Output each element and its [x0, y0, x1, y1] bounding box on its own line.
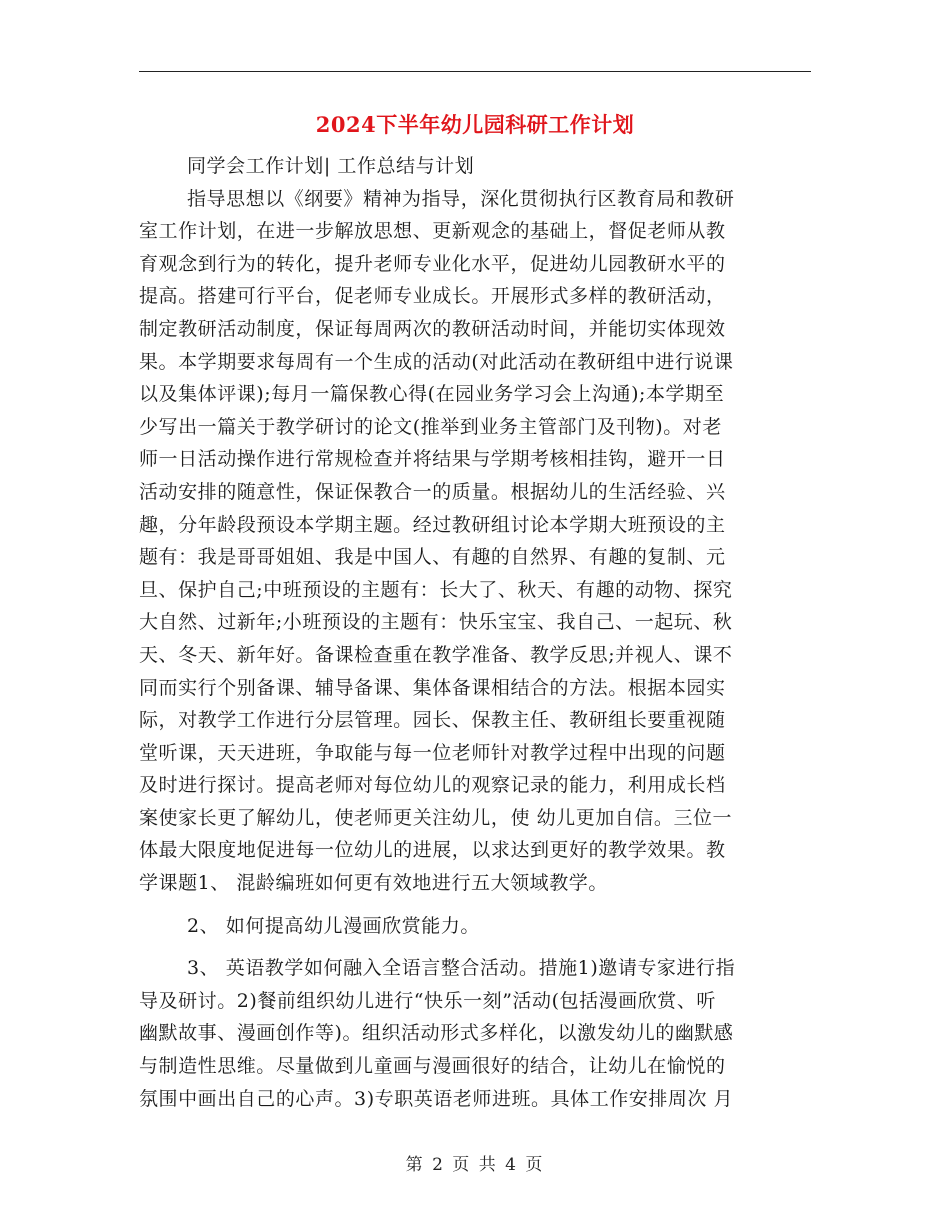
- text-line: 学课题1、 混龄编班如何更有效地进行五大领域教学。: [139, 872, 608, 895]
- paragraph-gap: [139, 900, 811, 910]
- text-line: 际，对教学工作进行分层管理。园长、保教主任、教研组长要重视随: [139, 709, 726, 732]
- text-line: 旦、保护自己;中班预设的主题有：长大了、秋天、有趣的动物、探究: [139, 578, 733, 601]
- text-line: 师一日活动操作进行常规检查并将结果与学期考核相挂钩，避开一日: [139, 448, 726, 471]
- text-line: 3、 英语教学如何融入全语言整合活动。措施1)邀请专家进行指: [187, 957, 736, 980]
- text-line: 同学会工作计划| 工作总结与计划: [187, 155, 475, 177]
- text-line: 提高。搭建可行平台，促老师专业成长。开展形式多样的教研活动，: [139, 285, 726, 308]
- page-number: 第 2 页 共 4 页: [405, 1155, 545, 1175]
- text-line: 2、 如何提高幼儿漫画欣赏能力。: [187, 914, 480, 937]
- header-rule: [139, 71, 811, 72]
- text-line: 氛围中画出自己的心声。3)专职英语老师进班。具体工作安排周次 月: [139, 1087, 734, 1110]
- text-line: 果。本学期要求每周有一个生成的活动(对此活动在教研组中进行说课: [139, 350, 734, 373]
- text-line: 案使家长更了解幼儿，使老师更关注幼儿，使 幼儿更加自信。三位一: [139, 806, 733, 829]
- text-line: 体最大限度地促进每一位幼儿的进展，以求达到更好的教学效果。教: [139, 839, 726, 862]
- text-line: 导及研讨。2)餐前组织幼儿进行“快乐一刻”活动(包括漫画欣赏、听: [139, 989, 716, 1012]
- text-line: 题有：我是哥哥姐姐、我是中国人、有趣的自然界、有趣的复制、元: [139, 546, 726, 569]
- text-line: 及时进行探讨。提高老师对每位幼儿的观察记录的能力，利用成长档: [139, 774, 726, 797]
- text-line: 同而实行个别备课、辅导备课、集体备课相结合的方法。根据本园实: [139, 676, 726, 699]
- text-line: 天、冬天、新年好。备课检查重在教学准备、教学反思;并视人、课不: [139, 643, 733, 666]
- text-line: 大自然、过新年;小班预设的主题有：快乐宝宝、我自己、一起玩、秋: [139, 611, 733, 634]
- text-line: 堂听课，天天进班，争取能与每一位老师针对教学过程中出现的问题: [139, 741, 726, 764]
- document-body: [139, 150, 811, 1115]
- text-line: 与制造性思维。尽量做到儿童画与漫画很好的结合，让幼儿在愉悦的: [139, 1055, 726, 1078]
- text-line: 趣，分年龄段预设本学期主题。经过教研组讨论本学期大班预设的主: [139, 513, 726, 536]
- text-line: 育观念到行为的转化，提升老师专业化水平，促进幼儿园教研水平的: [139, 252, 726, 275]
- text-line: 活动安排的随意性，保证保教合一的质量。根据幼儿的生活经验、兴: [139, 480, 726, 503]
- text-line: 少写出一篇关于教学研讨的论文(推举到业务主管部门及刊物)。对老: [139, 415, 722, 438]
- text-line: 制定教研活动制度，保证每周两次的教研活动时间，并能切实体现效: [139, 317, 726, 340]
- text-line: 幽默故事、漫画创作等)。组织活动形式多样化，以激发幼儿的幽默感: [139, 1022, 734, 1045]
- text-line: 指导思想以《纲要》精神为指导，深化贯彻执行区教育局和教研: [187, 187, 735, 210]
- text-line: 以及集体评课);每月一篇保教心得(在园业务学习会上沟通);本学期至: [139, 383, 725, 406]
- document-title: 2024下半年幼儿园科研工作计划: [315, 112, 635, 137]
- text-line: 室工作计划，在进一步解放思想、更新观念的基础上，督促老师从教: [139, 220, 726, 243]
- paragraph-gap: [139, 942, 811, 952]
